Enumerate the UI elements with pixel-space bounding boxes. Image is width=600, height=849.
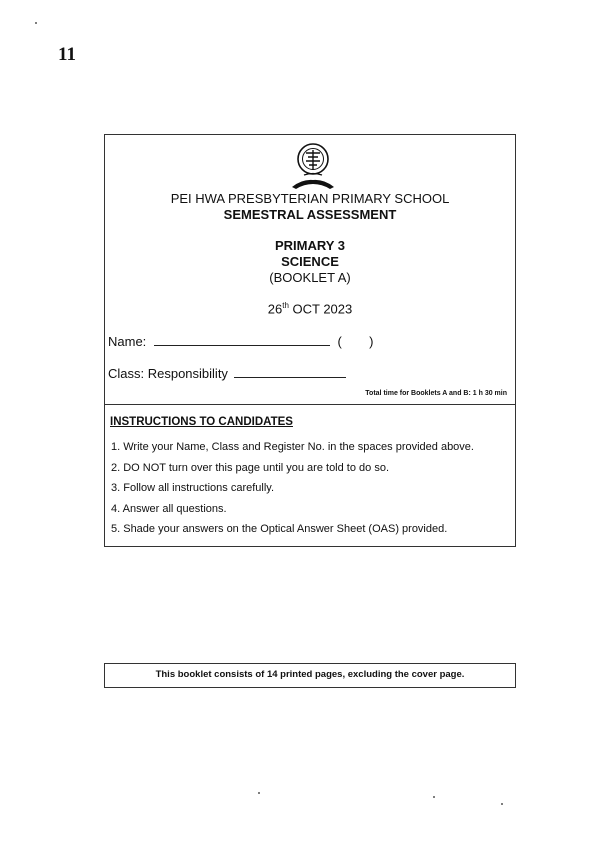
- cover-box: [104, 134, 516, 547]
- date-suffix: th: [282, 301, 289, 310]
- name-label: Name:: [108, 334, 147, 349]
- instruction-item: 3. Follow all instructions carefully.: [111, 482, 275, 494]
- assessment-title: SEMESTRAL ASSESSMENT: [223, 207, 397, 222]
- level: PRIMARY 3: [274, 238, 346, 253]
- instructions-heading: INSTRUCTIONS TO CANDIDATES: [110, 416, 293, 428]
- school-name: PEI HWA PRESBYTERIAN PRIMARY SCHOOL: [170, 191, 450, 206]
- name-field[interactable]: [154, 333, 330, 346]
- scan-speck: [35, 22, 37, 24]
- section-divider: [105, 404, 515, 405]
- exam-date: [105, 301, 515, 316]
- class-label: Class: Responsibility: [108, 366, 228, 381]
- booklet-label: (BOOKLET A): [269, 270, 351, 285]
- instructions-list: [111, 441, 474, 544]
- instruction-item: 2. DO NOT turn over this page until you are told to do so.: [111, 461, 389, 474]
- class-row: [108, 365, 346, 381]
- footer-box: [104, 663, 516, 688]
- register-open-paren: (: [337, 334, 342, 349]
- class-field[interactable]: [234, 365, 346, 378]
- date-rest: OCT 2023: [288, 301, 353, 317]
- scan-speck: [433, 796, 435, 798]
- scan-speck: [258, 792, 260, 794]
- page-count-note: This booklet consists of 14 printed pages, excluding the cover page.: [155, 669, 465, 680]
- instruction-item: 1. Write your Name, Class and Register No. in the spaces provided above.: [111, 441, 474, 453]
- scan-speck: [501, 803, 503, 805]
- subject: SCIENCE: [281, 254, 339, 269]
- instruction-item: 5. Shade your answers on the Optical Answer Sheet (OAS) provided.: [111, 523, 448, 535]
- school-crest-logo: [286, 139, 340, 191]
- name-row: [108, 333, 373, 349]
- page-number: 11: [58, 44, 76, 65]
- total-time: Total time for Booklets A and B: 1 h 30 min: [365, 390, 507, 397]
- register-close-paren: ): [369, 334, 374, 349]
- instruction-item: 4. Answer all questions.: [111, 502, 227, 515]
- date-day: 26: [267, 301, 283, 317]
